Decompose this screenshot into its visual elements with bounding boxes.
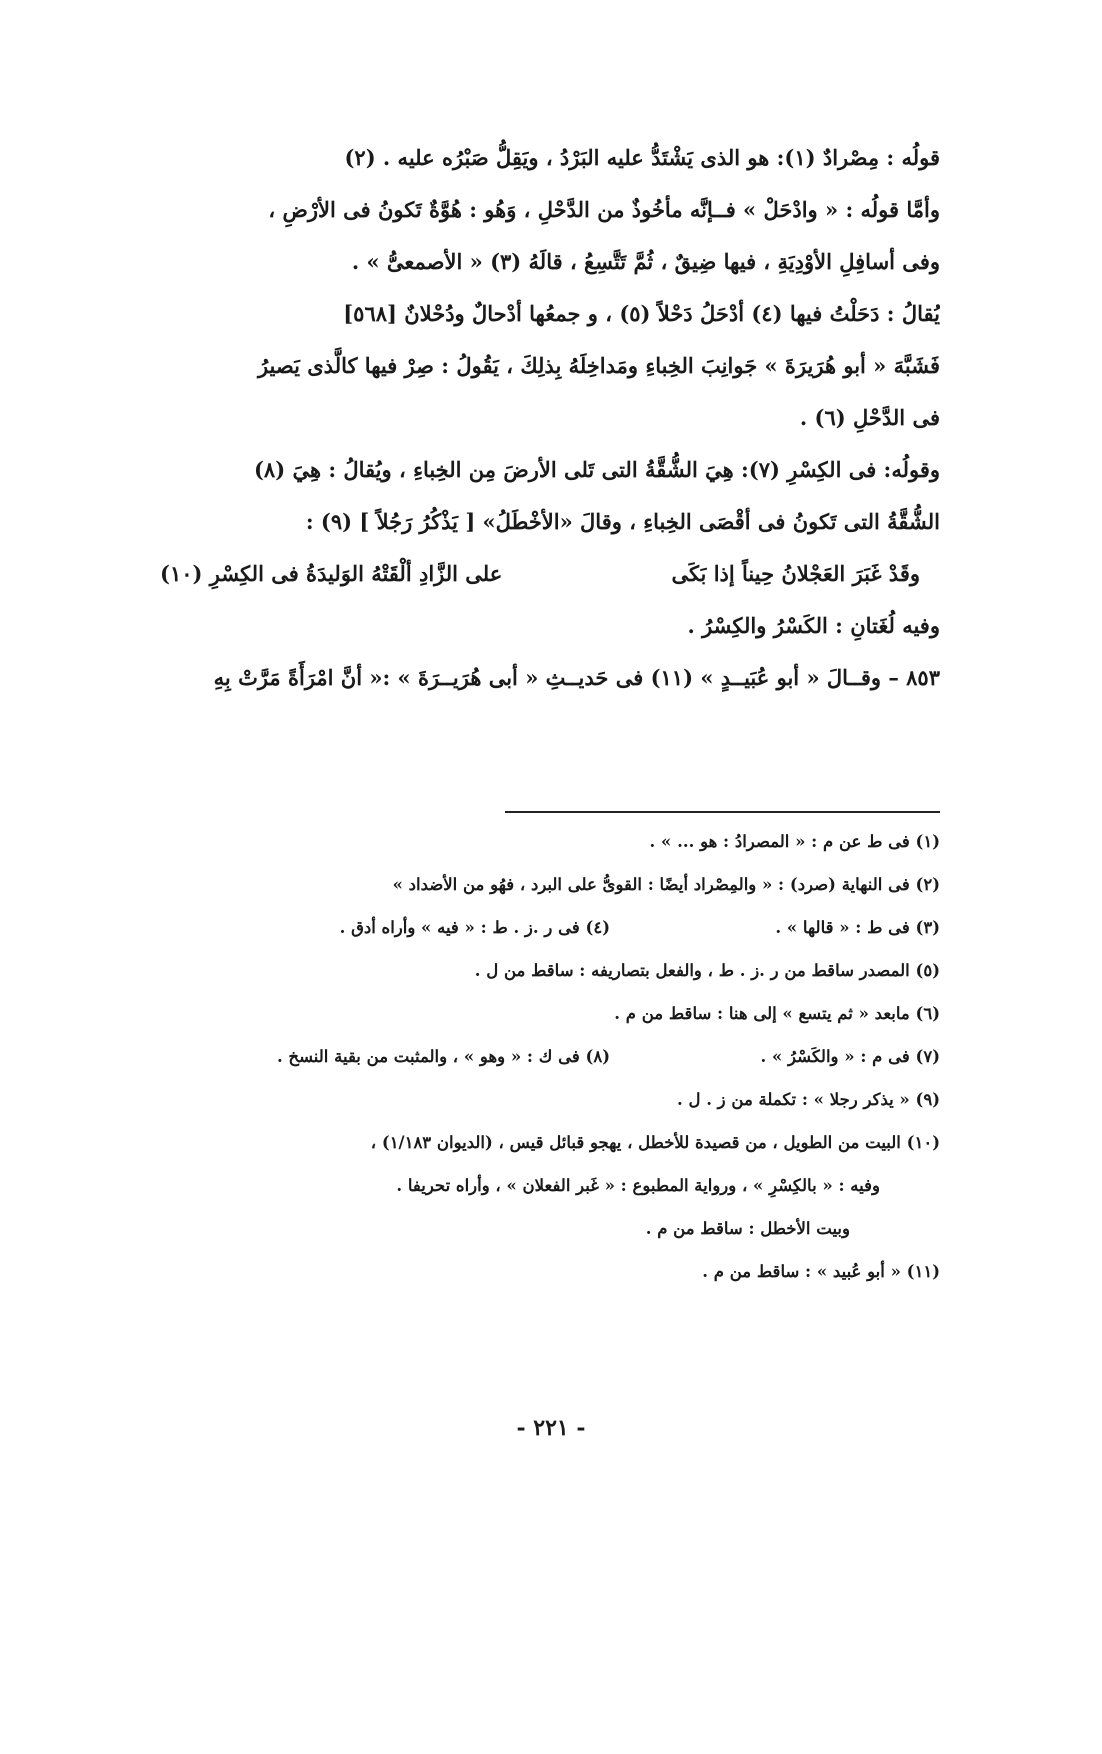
main-text xyxy=(150,132,940,704)
footnote-3: (٣) فى ط : « قالها » . xyxy=(775,918,940,937)
footnote-5: (٥) المصدر ساقط من ر .ز . ط ، والفعل بتصاريفه : ساقط من ل . xyxy=(474,961,940,980)
body-line-9: وفيه لُغَتانِ : الكَسْرُ والكِسْرُ . xyxy=(687,613,940,638)
body-line-10: ٨٥٣ – وقــالَ « أبو عُبَيــدٍ » (١١) فى حَديــثِ « أبى هُرَيــرَةَ » :« أنَّ امْرَأَةً مَرَّتْ بِهِ xyxy=(213,665,940,690)
footnote-6: (٦) مابعد « ثم يتسع » إلى هنا : ساقط من م . xyxy=(614,1004,940,1023)
footnote-9: (٩) « يذكر رجلا » : تكملة من ز . ل . xyxy=(676,1090,940,1109)
body-line-3: وفى أسافِلِ الأوْدِيَةِ ، فيها ضِيقٌ ، ثُمَّ تَتَّسِعُ ، قالَهُ (٣) « الأصمعىُّ » . xyxy=(351,249,940,274)
body-line-4: يُقالُ : دَحَلْتُ فيها (٤) أدْحَلُ دَحْلاً (٥) ، و جمعُها أدْحالٌ ودُحْلانٌ [٥٦٨] xyxy=(343,301,940,326)
footnote-separator xyxy=(505,811,940,813)
body-line-2: وأمَّا قولُه : « وادْحَلْ » فــإنَّه مأخُوذٌ من الدَّحْلِ ، وَهُو : هُوَّةٌ تَكونُ فى الأرْضِ ، xyxy=(268,197,940,222)
verse-second-hemistich: على الزَّادِ ألْقَتْهُ الوَليدَةُ فى الكِسْرِ (١٠) xyxy=(160,561,503,586)
footnote-2: (٢) فى النهاية (صرد) : « والمِصْراد أيضًا : القوىُّ على البرد ، فهُو من الأضداد » xyxy=(392,875,940,894)
body-line-7: وقولُه: فى الكِسْرِ (٧): هِيَ الشُّقَّةُ التى تَلى الأرضَ مِن الخِباءِ ، ويُقالُ : هِيَ (٨) xyxy=(253,457,940,482)
verse-first-hemistich: وقَدْ غَبَرَ العَجْلانُ حِيناً إذا بَكَى xyxy=(671,561,920,586)
footnote-11: (١١) « أبو عُبيد » : ساقط من م . xyxy=(702,1262,940,1281)
footnote-4: (٤) فى ر .ز . ط : « فيه » وأراه أدق . xyxy=(339,918,610,937)
footnote-pair-3-4 xyxy=(160,906,940,949)
footnote-10-line-3: وبيت الأخطل : ساقط من م . xyxy=(645,1219,850,1238)
page-number: - ٢٢١ - xyxy=(516,1415,586,1441)
body-line-8: الشُّقَّةُ التى تَكونُ فى أقْصَى الخِباءِ ، وقالَ «الأخْطَلُ» [ يَذْكُرُ رَجُلاً ] (٩) : xyxy=(305,509,940,534)
footnote-1: (١) فى ط عن م : « المصرادُ : هو ... » . xyxy=(649,832,940,851)
body-line-1: قولُه : مِصْرادٌ (١): هو الذى يَشْتَدُّ عليه البَرْدُ ، ويَقِلُّ صَبْرُه عليه . (٢) xyxy=(344,145,940,170)
footnote-7: (٧) فى م : « والكَسْرُ » . xyxy=(760,1047,940,1066)
footnote-pair-7-8 xyxy=(160,1035,940,1078)
footnotes xyxy=(160,820,940,1293)
footnote-10-line-2: وفيه : « بالكِسْرِ » ، ورواية المطبوع : « غَبر الفعلان » ، وأراه تحريفا . xyxy=(396,1176,880,1195)
footnote-10-line-1: (١٠) البيت من الطويل ، من قصيدة للأخطل ، يهجو قبائل قيس ، (الديوان ١/١٨٣) ، xyxy=(370,1133,940,1152)
body-line-6: فى الدَّحْلِ (٦) . xyxy=(799,405,940,430)
poetry-verse xyxy=(150,548,940,600)
body-line-5: فَشَبَّهَ « أبو هُرَيرَةَ » جَوانِبَ الخِباءِ ومَداخِلَهُ بِذلِكَ ، يَقُولُ : صِرْ فيها كالَّذى يَصيرُ xyxy=(257,353,940,378)
footnote-8: (٨) فى ك : « وهو » ، والمثبت من بقية النسخ . xyxy=(276,1047,610,1066)
